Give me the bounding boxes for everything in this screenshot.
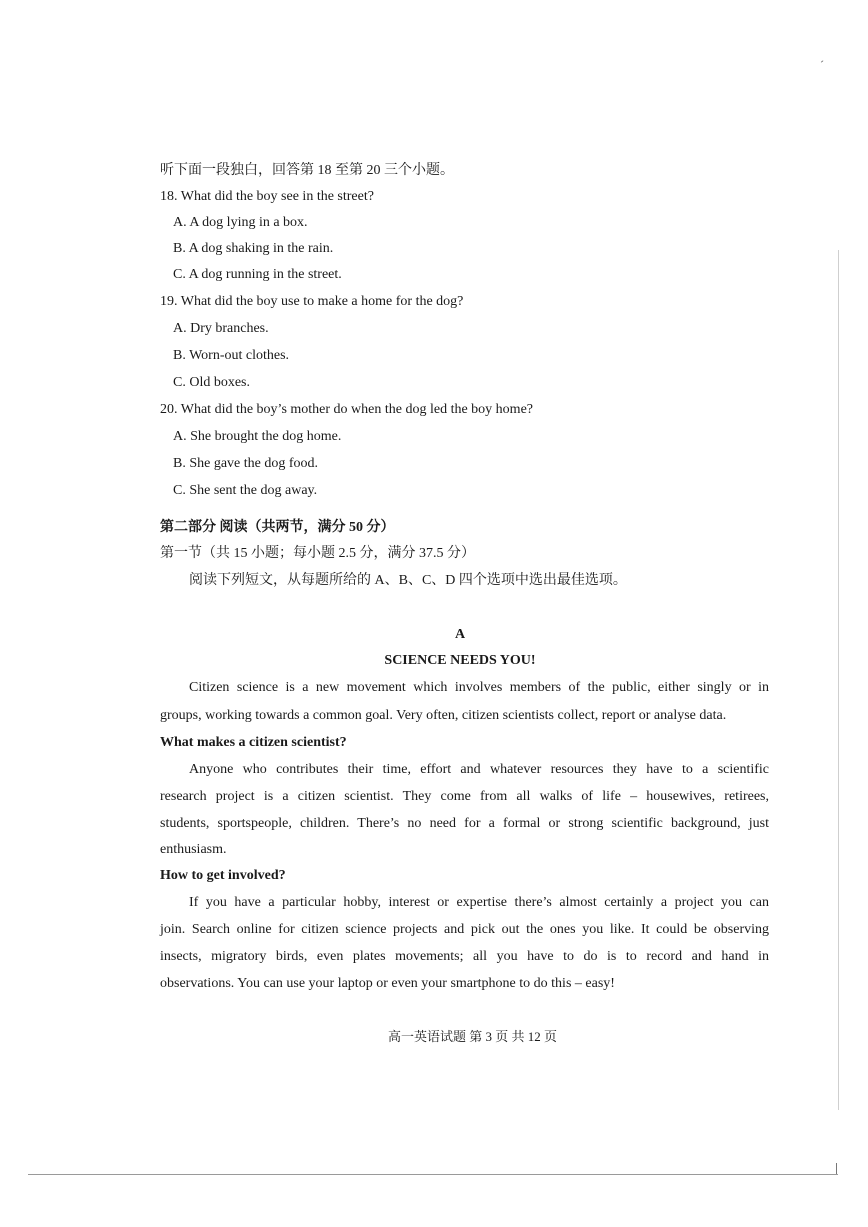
question-18-option-c: C. A dog running in the street. <box>173 267 342 282</box>
listening-instruction: 听下面一段独白，回答第 18 至第 20 三个小题。 <box>160 163 454 178</box>
passage-p1-line2: groups, working towards a common goal. Very often, citizen scientists collect, report or analyse data. <box>160 708 727 723</box>
page-footer: 高一英语试题 第 3 页 共 12 页 <box>388 1029 558 1044</box>
passage-p3-line4: observations. You can use your laptop or even your smartphone to do this – easy! <box>160 976 615 991</box>
corner-mark: ˊ <box>820 58 824 72</box>
passage-subheading-1: What makes a citizen scientist? <box>160 735 347 750</box>
question-18-option-b: B. A dog shaking in the rain. <box>173 241 334 256</box>
question-20-option-a: A. She brought the dog home. <box>173 429 342 444</box>
question-18-stem: 18. What did the boy see in the street? <box>160 189 374 204</box>
scan-edge-bottom <box>28 1174 838 1175</box>
passage-p2-line1: Anyone who contributes their time, effort and whatever resources they have to a scientific <box>189 762 769 777</box>
question-19-option-a: A. Dry branches. <box>173 321 269 336</box>
passage-p3-line1: If you have a particular hobby, interest or expertise there’s almost certainly a project you can <box>189 895 769 910</box>
reading-instruction: 阅读下列短文，从每题所给的 A、B、C、D 四个选项中选出最佳选项。 <box>189 573 627 588</box>
question-20-stem: 20. What did the boy’s mother do when the dog led the boy home? <box>160 402 534 417</box>
question-20-option-c: C. She sent the dog away. <box>173 483 318 498</box>
passage-p2-line2: research project is a citizen scientist. They come from all walks of life – housewives, retirees, <box>160 789 769 804</box>
passage-letter: A <box>454 627 466 642</box>
passage-p2-line4: enthusiasm. <box>160 842 227 857</box>
passage-p3-line3: insects, migratory birds, even plates movements; all you have to do is to record and hand in <box>160 949 769 964</box>
section1-heading: 第一节（共 15 小题；每小题 2.5 分，满分 37.5 分） <box>160 546 475 561</box>
passage-p1-line1: Citizen science is a new movement which involves members of the public, either singly or in <box>189 680 769 695</box>
passage-p3-line2: join. Search online for citizen science projects and pick out the ones you like. It could be observing <box>160 922 769 937</box>
question-18-option-a: A. A dog lying in a box. <box>173 215 308 230</box>
question-19-option-b: B. Worn-out clothes. <box>173 348 290 363</box>
passage-subheading-2: How to get involved? <box>160 868 286 883</box>
question-19-stem: 19. What did the boy use to make a home for the dog? <box>160 294 464 309</box>
part2-heading: 第二部分 阅读（共两节，满分 50 分） <box>160 520 395 535</box>
question-19-option-c: C. Old boxes. <box>173 375 250 390</box>
question-20-option-b: B. She gave the dog food. <box>173 456 319 471</box>
passage-title: SCIENCE NEEDS YOU! <box>384 653 536 668</box>
passage-p2-line3: students, sportspeople, children. There’s no need for a formal or strong scientific background, just <box>160 816 769 831</box>
scan-edge-tick <box>836 1163 837 1174</box>
scan-edge-right <box>838 250 839 1110</box>
